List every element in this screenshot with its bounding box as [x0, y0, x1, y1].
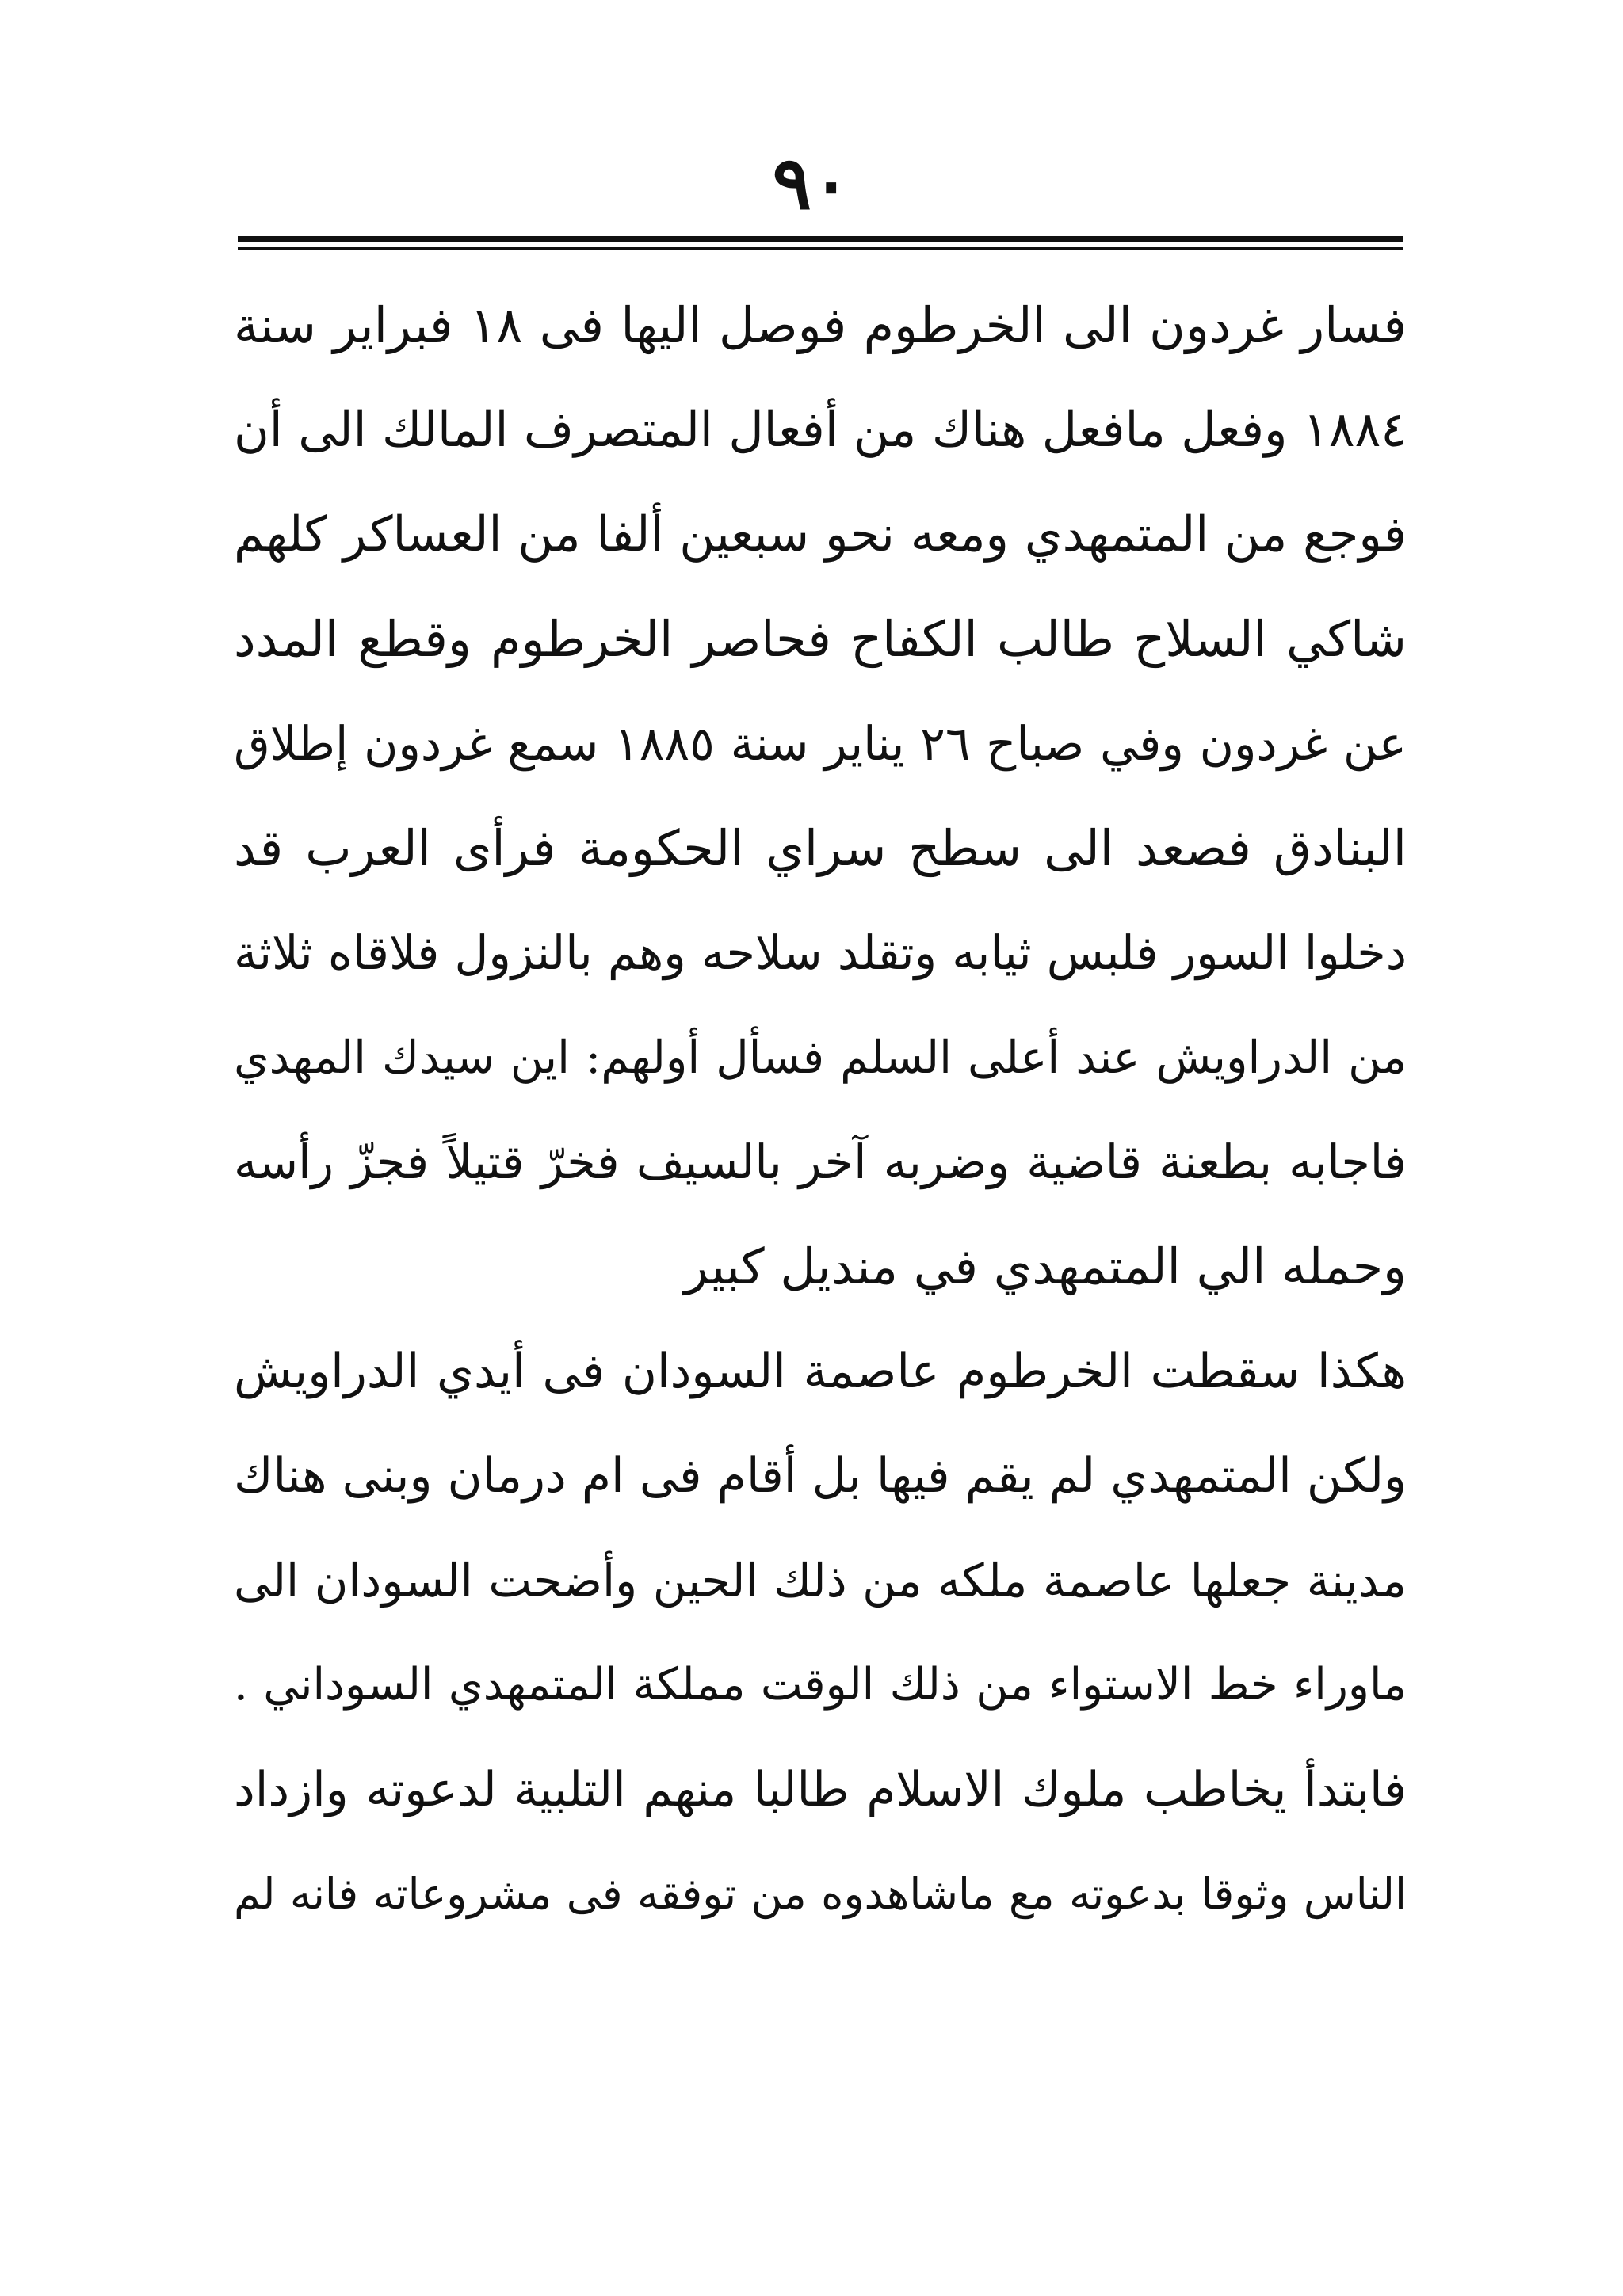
body-text	[234, 273, 1407, 1947]
text-line: فوجع من المتمهدي ومعه نحو سبعين ألفا من العساكر كلهم	[234, 506, 1407, 563]
text-line: فاجابه بطعنة قاضية وضربه آخر بالسيف فخرّ قتيلاً فجزّ رأسه	[234, 1135, 1407, 1189]
text-line: ماوراء خط الاستواء من ذلك الوقت مملكة المتمهدي السوداني .	[234, 1659, 1407, 1711]
text-line: فسار غردون الى الخرطوم فوصل اليها فى ١٨ فبراير سنة	[234, 296, 1407, 354]
text-line: شاكي السلاح طالب الكفاح فحاصر الخرطوم وقطع المدد	[234, 610, 1407, 668]
text-line: مدينة جعلها عاصمة ملكه من ذلك الحين وأضحت السودان الى	[234, 1554, 1407, 1608]
text-line: من الدراويش عند أعلى السلم فسأل أولهم: اين سيدك المهدي	[234, 1032, 1407, 1084]
text-line: عن غردون وفي صباح ٢٦ يناير سنة ١٨٨٥ سمع غردون إطلاق	[234, 716, 1407, 771]
header-rule-thick	[238, 236, 1403, 242]
text-line: فابتدأ يخاطب ملوك الاسلام طالبا منهم التلبية لدعوته وازداد	[234, 1762, 1407, 1817]
text-line: ١٨٨٤ وفعل مافعل هناك من أفعال المتصرف المالك الى أن	[234, 402, 1407, 458]
text-line: هكذا سقطت الخرطوم عاصمة السودان فى أيدي الدراويش	[234, 1344, 1407, 1399]
text-line: البنادق فصعد الى سطح سراي الحكومة فرأى العرب قد	[234, 819, 1407, 877]
header-rule-thin	[238, 247, 1403, 250]
text-line: دخلوا السور فلبس ثيابه وتقلد سلاحه وهم بالنزول فلاقاه ثلاثة	[234, 925, 1407, 980]
text-line: الناس وثوقا بدعوته مع ماشاهدوه من توفقه فى مشروعاته فانه لم	[234, 1869, 1407, 1919]
text-line: ولكن المتمهدي لم يقم فيها بل أقام فى ام درمان وبنى هناك	[234, 1448, 1407, 1504]
page-number: ٩٠	[772, 140, 851, 226]
paragraph-end-line: وحمله الي المتمهدي في منديل كبير	[684, 1238, 1407, 1295]
